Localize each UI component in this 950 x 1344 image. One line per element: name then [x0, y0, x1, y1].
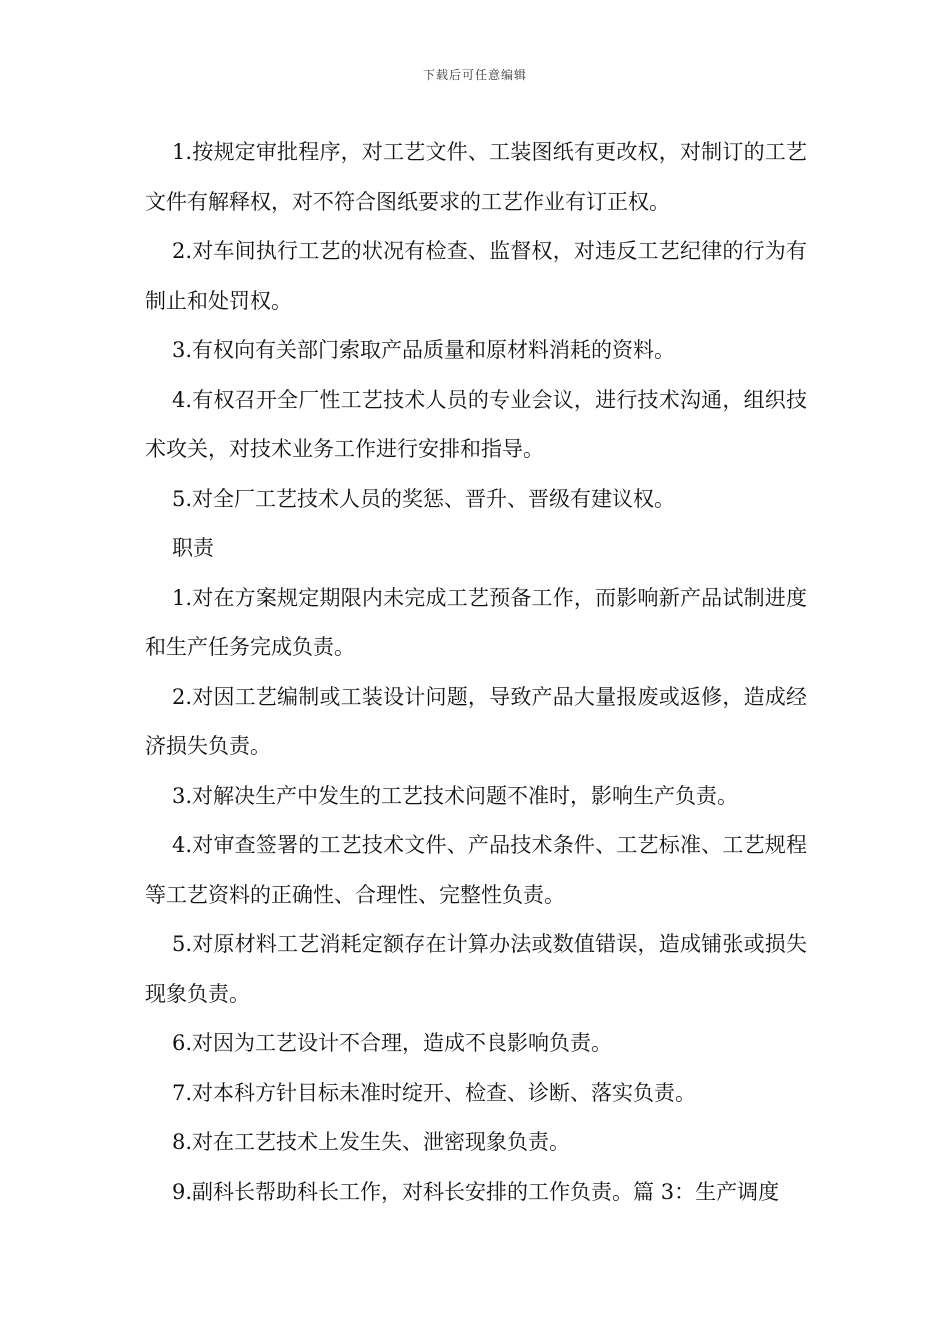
paragraph-duty-9: 9.副科长帮助科长工作，对科长安排的工作负责。篇 3：生产调度	[172, 1179, 780, 1204]
paragraph-duty-6: 6.对因为工艺设计不合理，造成不良影响负责。	[172, 1031, 613, 1055]
paragraph-duty-4: 4.对审查签署的工艺技术文件、产品技术条件、工艺标准、工艺规程等工艺资料的正确性、合理性、完整性负责。	[145, 833, 807, 907]
paragraph-duty-5: 5.对原材料工艺消耗定额存在计算办法或数值错误，造成铺张或损失现象负责。	[145, 932, 807, 1006]
page-header: 下载后可任意编辑	[422, 68, 527, 82]
paragraph-right-3: 3.有权向有关部门索取产品质量和原材料消耗的资料。	[172, 338, 676, 362]
section-heading-duties: 职责	[172, 536, 214, 560]
paragraph-duty-2: 2.对因工艺编制或工装设计问题，导致产品大量报废或返修，造成经济损失负责。	[145, 684, 807, 758]
paragraph-right-5: 5.对全厂工艺技术人员的奖惩、晋升、晋级有建议权。	[172, 486, 676, 511]
paragraph-right-1: 1.按规定审批程序，对工艺文件、工装图纸有更改权，对制订的工艺文件有解释权，对不符合图纸要求的工艺作业有订正权。	[145, 140, 807, 214]
paragraph-duty-7: 7.对本科方针目标未准时绽开、检查、诊断、落实负责。	[172, 1080, 697, 1105]
paragraph-right-4: 4.有权召开全厂性工艺技术人员的专业会议，进行技术沟通，组织技术攻关，对技术业务工作进行安排和指导。	[145, 387, 807, 461]
paragraph-duty-8: 8.对在工艺技术上发生失、泄密现象负责。	[172, 1130, 571, 1154]
document-body	[145, 128, 807, 1217]
paragraph-right-2: 2.对车间执行工艺的状况有检查、监督权，对违反工艺纪律的行为有制止和处罚权。	[145, 239, 807, 313]
paragraph-duty-3: 3.对解决生产中发生的工艺技术问题不准时，影响生产负责。	[172, 783, 739, 808]
paragraph-duty-1: 1.对在方案规定期限内未完成工艺预备工作，而影响新产品试制进度和生产任务完成负责。	[145, 585, 807, 659]
